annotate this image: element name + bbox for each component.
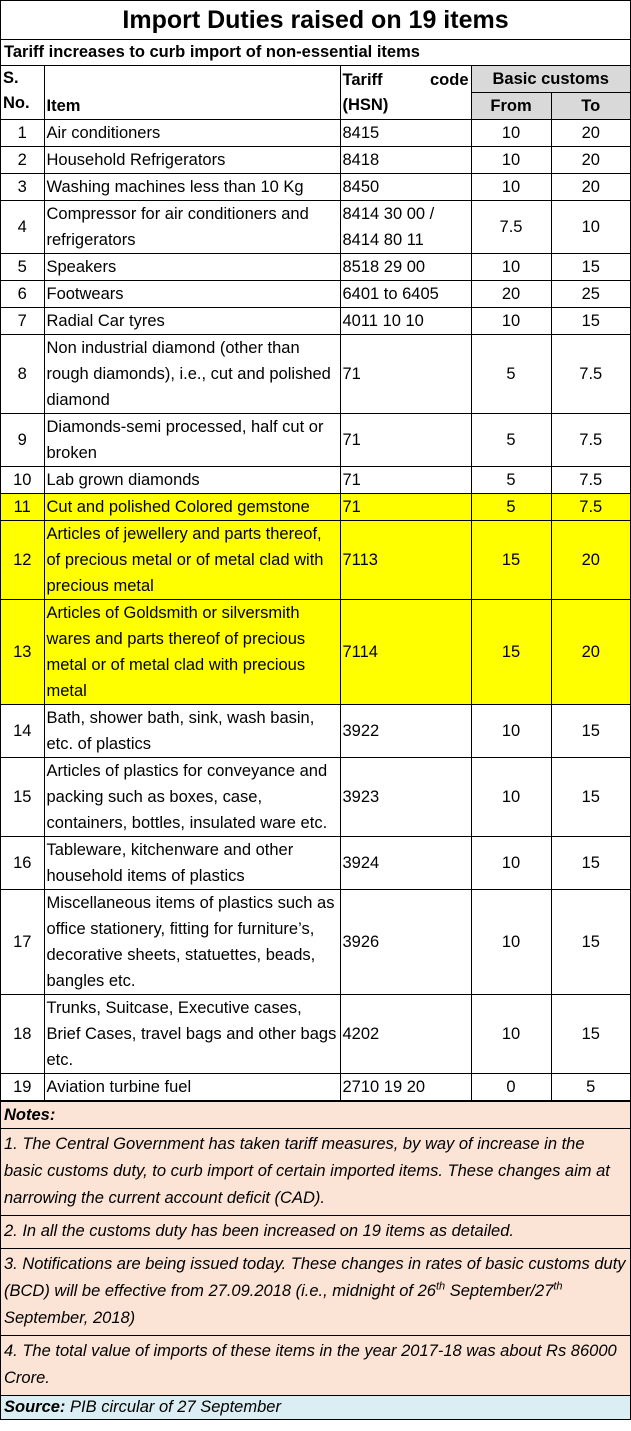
row-tariff-code: 3922 — [340, 705, 471, 758]
note-3-part-c: September, 2018) — [4, 1309, 136, 1327]
table-row — [1, 758, 630, 837]
row-duty-to: 15 — [551, 254, 630, 281]
row-duty-from: 5 — [471, 335, 551, 414]
table-row — [1, 521, 630, 600]
row-tariff-code: 2710 19 20 — [340, 1074, 471, 1101]
row-duty-to: 20 — [551, 147, 630, 174]
row-duty-to: 15 — [551, 705, 630, 758]
row-tariff-code: 71 — [340, 335, 471, 414]
note-3-part-a: 3. Notifications are being issued today. These changes in rates of basic customs duty (BCD) will be effective from 27.09.2018 (i.e., midnight of 26 — [4, 1255, 626, 1300]
row-tariff-code: 4011 10 10 — [340, 308, 471, 335]
row-duty-to: 25 — [551, 281, 630, 308]
row-tariff-code: 4202 — [340, 995, 471, 1074]
row-sno: 6 — [1, 281, 44, 308]
table-row — [1, 890, 630, 995]
table-row — [1, 995, 630, 1074]
row-sno: 19 — [1, 1074, 44, 1101]
row-item: Radial Car tyres — [44, 308, 340, 335]
row-duty-from: 5 — [471, 467, 551, 494]
row-item: Household Refrigerators — [44, 147, 340, 174]
row-tariff-code: 8450 — [340, 174, 471, 201]
row-duty-to: 15 — [551, 308, 630, 335]
row-duty-from: 10 — [471, 758, 551, 837]
row-duty-from: 10 — [471, 120, 551, 147]
header-item-label: Item — [46, 97, 81, 115]
table-row — [1, 600, 630, 705]
row-tariff-code: 8415 — [340, 120, 471, 147]
row-tariff-code: 8418 — [340, 147, 471, 174]
row-duty-to: 5 — [551, 1074, 630, 1101]
row-duty-from: 15 — [471, 521, 551, 600]
row-tariff-code: 7114 — [340, 600, 471, 705]
row-item: Non industrial diamond (other than rough diamonds), i.e., cut and polished diamond — [44, 335, 340, 414]
row-tariff-code: 8414 30 00 / 8414 80 11 — [340, 201, 471, 254]
row-item: Washing machines less than 10 Kg — [44, 174, 340, 201]
row-sno: 18 — [1, 995, 44, 1074]
row-tariff-code: 3924 — [340, 837, 471, 890]
row-tariff-code: 3923 — [340, 758, 471, 837]
row-duty-to: 15 — [551, 758, 630, 837]
row-duty-from: 10 — [471, 995, 551, 1074]
row-sno: 5 — [1, 254, 44, 281]
source-text: PIB circular of 27 September — [65, 1398, 281, 1416]
note-4: 4. The total value of imports of these items in the year 2017-18 was about Rs 86000 Crore. — [1, 1336, 630, 1396]
row-tariff-code: 71 — [340, 467, 471, 494]
row-item: Articles of plastics for conveyance and packing such as boxes, case, containers, bottles, insulated ware etc. — [44, 758, 340, 837]
row-item: Footwears — [44, 281, 340, 308]
row-sno: 10 — [1, 467, 44, 494]
table-row — [1, 1074, 630, 1101]
row-sno: 8 — [1, 335, 44, 414]
row-sno: 3 — [1, 174, 44, 201]
row-item: Lab grown diamonds — [44, 467, 340, 494]
table-row — [1, 120, 630, 147]
row-duty-to: 7.5 — [551, 414, 630, 467]
header-tariff-code — [340, 66, 471, 120]
row-duty-from: 7.5 — [471, 201, 551, 254]
table-row — [1, 414, 630, 467]
row-item: Bath, shower bath, sink, wash basin, etc. of plastics — [44, 705, 340, 758]
table-row — [1, 308, 630, 335]
row-item: Aviation turbine fuel — [44, 1074, 340, 1101]
row-sno: 1 — [1, 120, 44, 147]
row-item: Air conditioners — [44, 120, 340, 147]
row-duty-to: 20 — [551, 120, 630, 147]
row-sno: 13 — [1, 600, 44, 705]
row-duty-from: 10 — [471, 254, 551, 281]
row-sno: 14 — [1, 705, 44, 758]
table-row — [1, 281, 630, 308]
row-sno: 16 — [1, 837, 44, 890]
notes-section — [1, 1101, 630, 1396]
row-sno: 4 — [1, 201, 44, 254]
row-duty-to: 7.5 — [551, 335, 630, 414]
row-item: Diamonds-semi processed, half cut or broken — [44, 414, 340, 467]
row-duty-to: 20 — [551, 600, 630, 705]
row-duty-to: 20 — [551, 174, 630, 201]
row-duty-from: 5 — [471, 494, 551, 521]
source-label: Source: — [4, 1398, 66, 1416]
table-row — [1, 254, 630, 281]
header-sno-line1: S. — [3, 69, 19, 87]
row-duty-to: 20 — [551, 521, 630, 600]
row-sno: 9 — [1, 414, 44, 467]
row-duty-from: 20 — [471, 281, 551, 308]
note-2: 2. In all the customs duty has been increased on 19 items as detailed. — [1, 1216, 630, 1249]
header-sno — [1, 66, 44, 120]
row-item: Cut and polished Colored gemstone — [44, 494, 340, 521]
row-duty-from: 0 — [471, 1074, 551, 1101]
table-row — [1, 335, 630, 414]
notes-title: Notes: — [1, 1102, 630, 1129]
row-duty-to: 7.5 — [551, 467, 630, 494]
row-sno: 15 — [1, 758, 44, 837]
row-sno: 11 — [1, 494, 44, 521]
row-duty-from: 10 — [471, 705, 551, 758]
row-item: Compressor for air conditioners and refrigerators — [44, 201, 340, 254]
row-tariff-code: 71 — [340, 494, 471, 521]
row-sno: 17 — [1, 890, 44, 995]
note-3-sup-2: th — [553, 1280, 563, 1293]
sheet-title: Import Duties raised on 19 items — [1, 1, 630, 40]
row-duty-from: 10 — [471, 837, 551, 890]
row-duty-to: 10 — [551, 201, 630, 254]
row-duty-to: 7.5 — [551, 494, 630, 521]
note-3-part-b: September/27 — [445, 1282, 554, 1300]
row-tariff-code: 8518 29 00 — [340, 254, 471, 281]
table-row — [1, 705, 630, 758]
table-row — [1, 174, 630, 201]
table-row — [1, 201, 630, 254]
row-tariff-code: 7113 — [340, 521, 471, 600]
row-tariff-code: 6401 to 6405 — [340, 281, 471, 308]
row-duty-from: 15 — [471, 600, 551, 705]
table-row — [1, 147, 630, 174]
row-item: Trunks, Suitcase, Executive cases, Brief Cases, travel bags and other bags etc. — [44, 995, 340, 1074]
note-1: 1. The Central Government has taken tariff measures, by way of increase in the basic customs duty, to curb import of certain imported items. These changes aim at narrowing the current account deficit (CAD). — [1, 1129, 630, 1216]
duties-table — [1, 66, 630, 1101]
row-duty-to: 15 — [551, 837, 630, 890]
row-tariff-code: 3926 — [340, 890, 471, 995]
header-code-word: code — [429, 70, 469, 89]
header-from: From — [471, 93, 551, 120]
row-duty-to: 15 — [551, 995, 630, 1074]
header-item — [44, 66, 340, 120]
source-line — [1, 1396, 630, 1419]
table-row — [1, 837, 630, 890]
note-3 — [1, 1249, 630, 1336]
row-item: Articles of jewellery and parts thereof, of precious metal or of metal clad with precious metal — [44, 521, 340, 600]
table-row — [1, 467, 630, 494]
note-3-sup-1: th — [435, 1280, 446, 1293]
header-basic-customs: Basic customs — [471, 66, 630, 93]
row-sno: 2 — [1, 147, 44, 174]
row-tariff-code: 71 — [340, 414, 471, 467]
row-item: Miscellaneous items of plastics such as office stationery, fitting for furniture’s, decorative sheets, statuettes, beads, bangles etc. — [44, 890, 340, 995]
header-tariff-word: Tariff — [342, 70, 383, 89]
row-item: Articles of Goldsmith or silversmith wares and parts thereof of precious metal or of metal clad with precious metal — [44, 600, 340, 705]
row-sno: 12 — [1, 521, 44, 600]
row-duty-from: 5 — [471, 414, 551, 467]
row-duty-from: 10 — [471, 890, 551, 995]
table-row — [1, 494, 630, 521]
row-sno: 7 — [1, 308, 44, 335]
row-duty-to: 15 — [551, 890, 630, 995]
row-duty-from: 10 — [471, 174, 551, 201]
row-item: Speakers — [44, 254, 340, 281]
header-to: To — [551, 93, 630, 120]
row-duty-from: 10 — [471, 147, 551, 174]
header-hsn: (HSN) — [342, 95, 389, 114]
row-item: Tableware, kitchenware and other household items of plastics — [44, 837, 340, 890]
header-sno-line2: No. — [3, 94, 30, 112]
table-body — [1, 120, 630, 1101]
sheet-subtitle: Tariff increases to curb import of non-essential items — [1, 40, 630, 66]
row-duty-from: 10 — [471, 308, 551, 335]
